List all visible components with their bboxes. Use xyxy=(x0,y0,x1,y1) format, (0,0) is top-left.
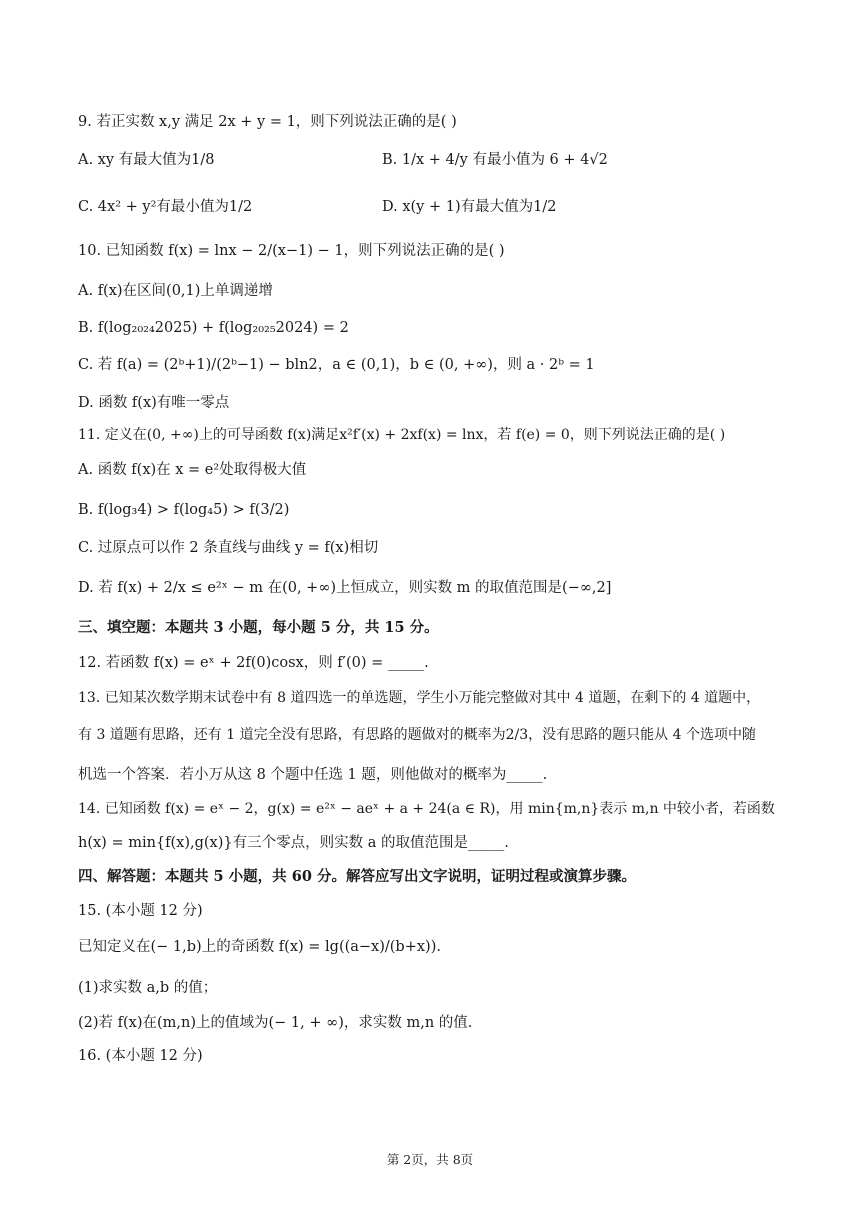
question-13-line-3: 机选一个答案．若小万从这 8 个题中任选 1 题，则他做对的概率为_____. xyxy=(78,767,548,783)
q11-option-c: C. 过原点可以作 2 条直线与曲线 y = f(x)相切 xyxy=(78,540,379,556)
q9-option-d: D. x(y + 1)有最大值为1/2 xyxy=(382,199,557,215)
q10-option-c: C. 若 f(a) = (2ᵇ+1)/(2ᵇ−1) − bln2，a ∈ (0,1)，b ∈ (0, +∞)，则 a · 2ᵇ = 1 xyxy=(78,357,595,373)
question-16: 16. (本小题 12 分) xyxy=(78,1048,203,1064)
q10-option-d: D. 函数 f(x)有唯一零点 xyxy=(78,395,230,411)
question-12: 12. 若函数 f(x) = eˣ + 2f(0)cosx，则 f′(0) = _____. xyxy=(78,655,429,671)
q10-option-a: A. f(x)在区间(0,1)上单调递增 xyxy=(78,283,273,299)
question-15-part-2: (2)若 f(x)在(m,n)上的值域为(− 1, + ∞)，求实数 m,n 的值. xyxy=(78,1015,473,1031)
question-15-part-1: (1)求实数 a,b 的值； xyxy=(78,980,218,996)
section-4-heading: 四、解答题：本题共 5 小题，共 60 分。解答应写出文字说明，证明过程或演算步骤。 xyxy=(78,868,636,885)
q9-option-a: A. xy 有最大值为1/8 xyxy=(78,152,215,168)
q11-option-d: D. 若 f(x) + 2/x ≤ e²ˣ − m 在(0, +∞)上恒成立，则实数 m 的取值范围是(−∞,2] xyxy=(78,580,612,596)
section-3-heading: 三、填空题：本题共 3 小题，每小题 5 分，共 15 分。 xyxy=(78,619,439,636)
q9-option-c: C. 4x² + y²有最小值为1/2 xyxy=(78,199,253,215)
question-13-line-1: 13. 已知某次数学期末试卷中有 8 道四选一的单选题，学生小万能完整做对其中 4 道题，在剩下的 4 道题中， xyxy=(78,690,761,706)
question-13-line-2: 有 3 道题有思路，还有 1 道完全没有思路，有思路的题做对的概率为2/3，没有思路的题只能从 4 个选项中随 xyxy=(78,727,756,743)
question-15: 15. (本小题 12 分) xyxy=(78,903,203,919)
question-9: 9. 若正实数 x,y 满足 2x + y = 1，则下列说法正确的是( ) xyxy=(78,114,457,130)
question-10: 10. 已知函数 f(x) = lnx − 2/(x−1) − 1，则下列说法正确的是( ) xyxy=(78,243,505,259)
q11-option-a: A. 函数 f(x)在 x = e²处取得极大值 xyxy=(78,462,307,478)
question-15-stem: 已知定义在(− 1,b)上的奇函数 f(x) = lg((a−x)/(b+x)). xyxy=(78,939,441,955)
question-14-line-1: 14. 已知函数 f(x) = eˣ − 2，g(x) = e²ˣ − aeˣ + a + 24(a ∈ R)，用 min{m,n}表示 m,n 中较小者，若函数 xyxy=(78,801,775,817)
q10-option-b: B. f(log₂₀₂₄2025) + f(log₂₀₂₅2024) = 2 xyxy=(78,320,349,336)
page-footer: 第 2页，共 8页 xyxy=(386,1152,474,1167)
question-14-line-2: h(x) = min{f(x),g(x)}有三个零点，则实数 a 的取值范围是_____. xyxy=(78,835,509,851)
q11-option-b: B. f(log₃4) > f(log₄5) > f(3/2) xyxy=(78,502,290,518)
q9-option-b: B. 1/x + 4/y 有最小值为 6 + 4√2 xyxy=(382,152,608,168)
question-11: 11. 定义在(0, +∞)上的可导函数 f(x)满足x²f′(x) + 2xf(x) = lnx，若 f(e) = 0，则下列说法正确的是( ) xyxy=(78,427,726,443)
